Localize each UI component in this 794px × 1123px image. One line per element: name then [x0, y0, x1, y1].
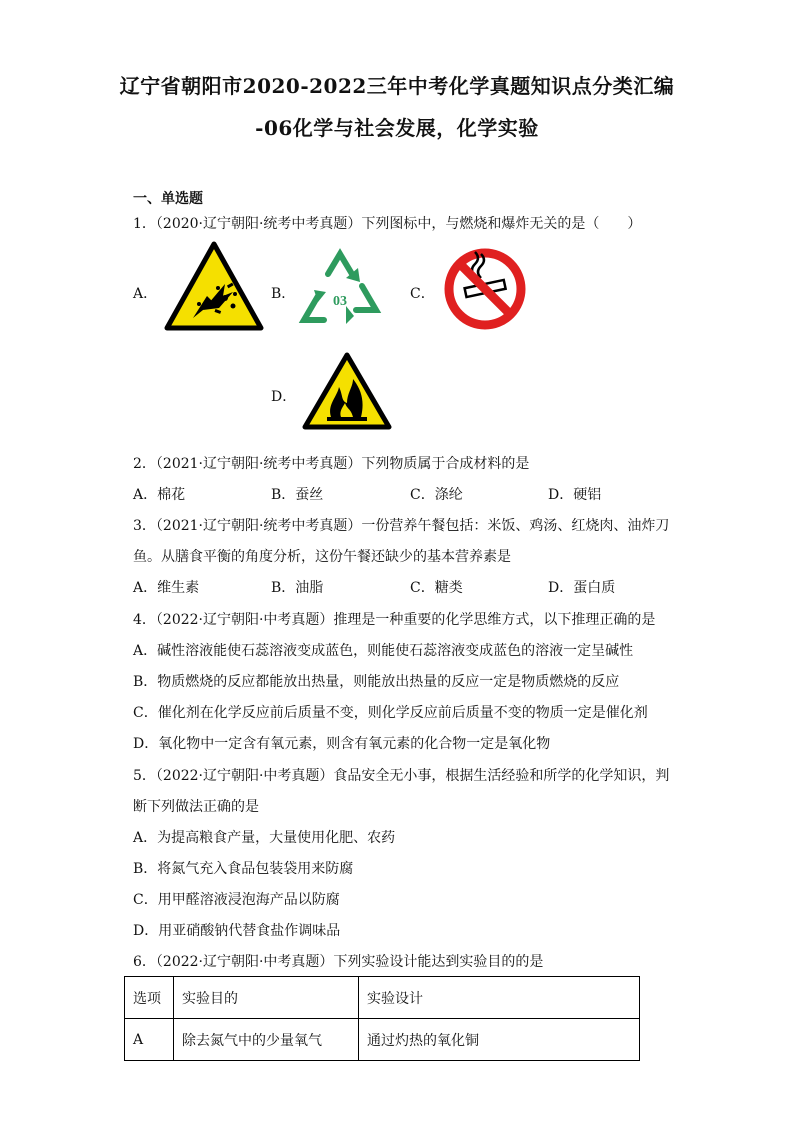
- table-cell: 通过灼热的氧化铜: [359, 1019, 640, 1061]
- section-heading: 一、单选题: [133, 191, 203, 207]
- explosive-warning-icon: [163, 240, 265, 332]
- q5-stem-line1: 5．（2022·辽宁朝阳·中考真题）食品安全无小事，根据生活经验和所学的化学知识，判: [133, 768, 670, 784]
- q2-option-c: C．涤纶: [410, 487, 463, 503]
- q2-stem: 2．（2021·辽宁朝阳·统考中考真题）下列物质属于合成材料的是: [133, 456, 530, 472]
- table-header-row: [125, 977, 640, 1019]
- q5-option-d: D．用亚硝酸钠代替食盐作调味品: [133, 923, 341, 939]
- document-title-line2: -06化学与社会发展，化学实验: [255, 116, 539, 140]
- table-header-cell: 实验目的: [174, 977, 359, 1019]
- table-cell: A: [125, 1019, 174, 1061]
- q3-stem-line1: 3．（2021·辽宁朝阳·统考中考真题）一份营养午餐包括：米饭、鸡汤、红烧肉、油炸刀: [133, 518, 670, 534]
- q3-option-c: C．糖类: [410, 580, 463, 596]
- q2-option-b: B．蚕丝: [271, 487, 324, 503]
- q6-table: [124, 976, 640, 1061]
- q5-stem-line2: 断下列做法正确的是: [133, 799, 259, 815]
- q3-option-b: B．油脂: [271, 580, 324, 596]
- q4-option-c: C．催化剂在化学反应前后质量不变，则化学反应前后质量不变的物质一定是催化剂: [133, 705, 648, 721]
- q4-option-b: B．物质燃烧的反应都能放出热量，则能放出热量的反应一定是物质燃烧的反应: [133, 674, 620, 690]
- flammable-warning-icon: [301, 351, 393, 431]
- table-cell: 除去氮气中的少量氧气: [174, 1019, 359, 1061]
- q3-option-a: A．维生素: [133, 580, 200, 596]
- table-row: [125, 1019, 640, 1061]
- q3-option-d: D．蛋白质: [548, 580, 616, 596]
- q2-option-a: A．棉花: [133, 487, 186, 503]
- q4-stem: 4．（2022·辽宁朝阳·中考真题）推理是一种重要的化学思维方式，以下推理正确的是: [133, 612, 656, 628]
- q4-option-d: D．氧化物中一定含有氧元素，则含有氧元素的化合物一定是氧化物: [133, 736, 551, 752]
- q5-option-b: B．将氮气充入食品包装袋用来防腐: [133, 861, 354, 877]
- q4-option-a: A．碱性溶液能使石蕊溶液变成蓝色，则能使石蕊溶液变成蓝色的溶液一定呈碱性: [133, 643, 634, 659]
- q1-label-b: B．: [271, 286, 296, 302]
- recycle-icon: [296, 248, 384, 330]
- q6-stem: 6．（2022·辽宁朝阳·中考真题）下列实验设计能达到实验目的的是: [133, 954, 544, 970]
- recycle-code-text: 03: [333, 294, 347, 309]
- q2-option-d: D．硬铝: [548, 487, 602, 503]
- table-header-cell: 选项: [125, 977, 174, 1019]
- q5-option-c: C．用甲醛溶液浸泡海产品以防腐: [133, 892, 340, 908]
- q1-label-d: D．: [271, 389, 297, 405]
- q3-stem-line2: 鱼。从膳食平衡的角度分析，这份午餐还缺少的基本营养素是: [133, 549, 511, 565]
- document-title-line1: 辽宁省朝阳市2020-2022三年中考化学真题知识点分类汇编: [119, 74, 675, 98]
- q1-label-a: A．: [133, 286, 158, 302]
- q5-option-a: A．为提高粮食产量，大量使用化肥、农药: [133, 830, 396, 846]
- q1-stem: 1．（2020·辽宁朝阳·统考中考真题）下列图标中，与燃烧和爆炸无关的是（ ）: [133, 216, 642, 232]
- q1-label-c: C．: [410, 286, 435, 302]
- no-smoking-icon: [441, 246, 529, 332]
- table-header-cell: 实验设计: [359, 977, 640, 1019]
